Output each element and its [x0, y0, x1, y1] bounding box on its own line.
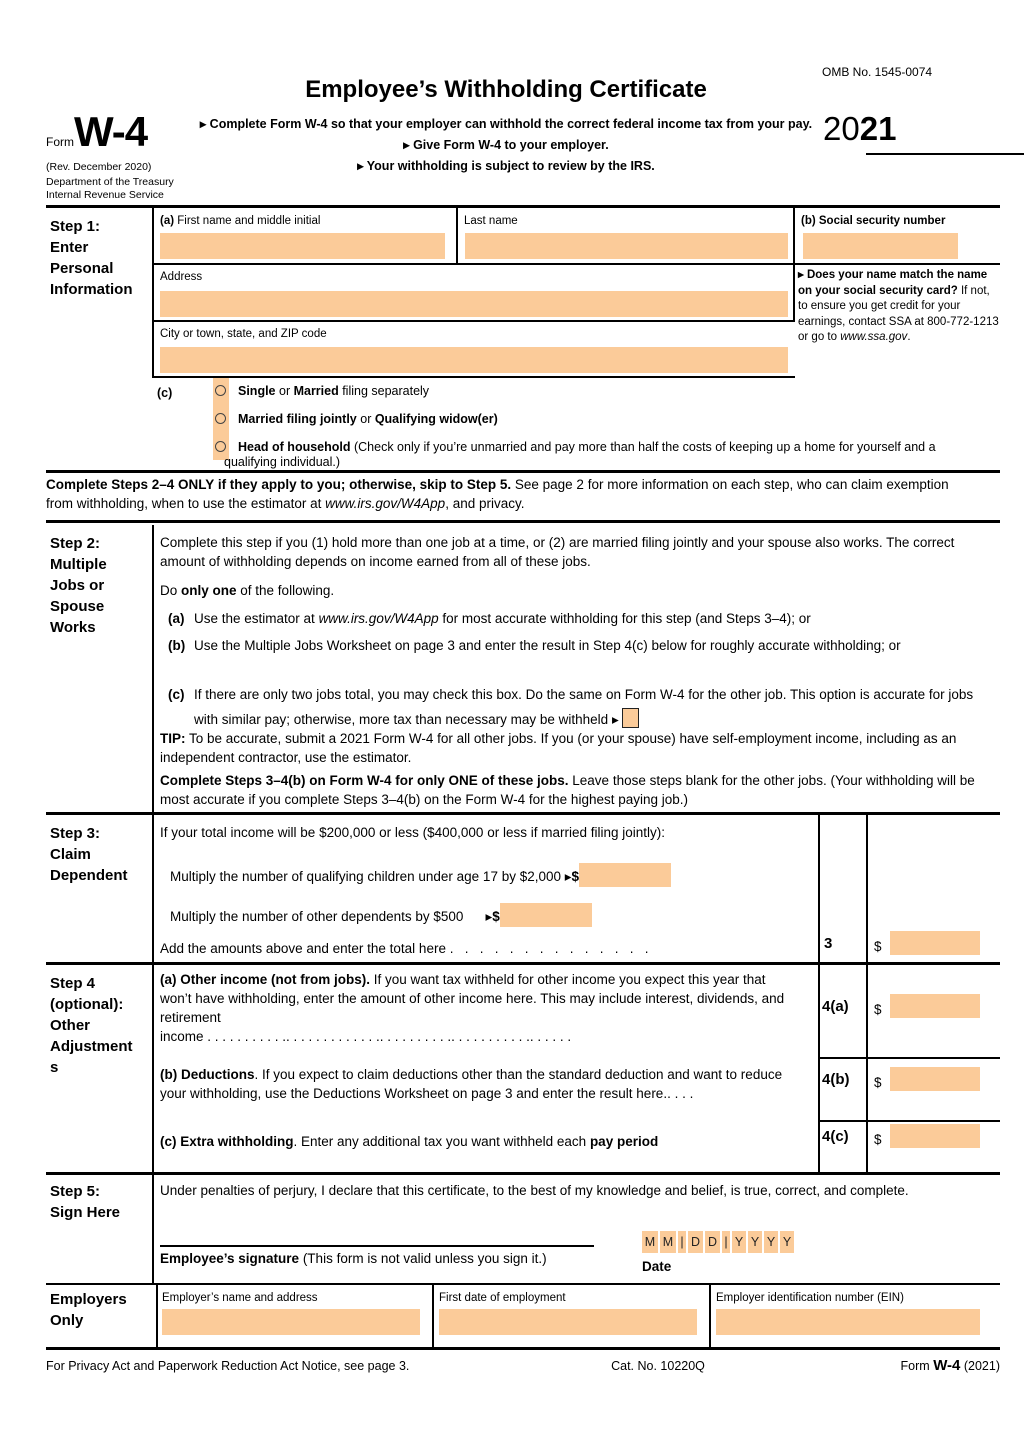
form-department: Department of the Treasury	[46, 176, 174, 188]
step4c-input[interactable]	[890, 1124, 980, 1148]
date-cell[interactable]: M	[642, 1231, 658, 1253]
step5-section	[46, 1175, 1000, 1283]
city-input[interactable]	[160, 347, 788, 373]
employers-only-label: Employers Only	[50, 1291, 127, 1329]
signature-label: Employee’s signature (This form is not valid unless you sign it.)	[160, 1251, 547, 1266]
divider	[456, 208, 458, 263]
divider	[152, 1175, 154, 1283]
privacy-notice: For Privacy Act and Paperwork Reduction Act Notice, see page 3.	[46, 1359, 410, 1373]
divider	[152, 320, 795, 322]
last-name-input[interactable]	[465, 233, 788, 259]
divider	[866, 153, 1024, 155]
step4a-currency: $	[874, 1002, 882, 1017]
divider	[152, 525, 154, 812]
date-input[interactable]	[642, 1231, 796, 1253]
step4b-input[interactable]	[890, 1067, 980, 1091]
steps-2-4-banner: Complete Steps 2–4 ONLY if they apply to you; otherwise, skip to Step 5. See page 2 for more information on each step, who can claim exemption from withholding, when to use the estimator at www.irs.gov/W4App, and privacy.	[46, 477, 949, 511]
page-title: Employee’s Withholding Certificate	[305, 76, 707, 103]
divider	[152, 208, 154, 376]
form-word: Form	[46, 135, 74, 149]
two-jobs-checkbox[interactable]	[622, 708, 639, 728]
step4c-text: (c) Extra withholding. Enter any additional tax you want withheld each pay period	[160, 1134, 659, 1149]
divider	[156, 1285, 158, 1347]
header-bullet-3: ▸ Your withholding is subject to review by the IRS.	[357, 159, 655, 173]
divider	[818, 1057, 1000, 1059]
date-label: Date	[642, 1259, 672, 1274]
form-number: W-4	[74, 108, 148, 155]
step4a-input[interactable]	[890, 994, 980, 1018]
divider	[818, 1120, 1000, 1122]
step2-item-c-text: If there are only two jobs total, you may check this box. Do the same on Form W-4 for the other job. This option is accurate for jobs with similar pay; otherwise, more tax than necessary may be withheld ▸	[194, 687, 974, 727]
date-separator: |	[722, 1231, 730, 1253]
date-cell[interactable]: D	[705, 1231, 720, 1253]
step2-intro: Complete this step if you (1) hold more than one job at a time, or (2) are married filing jointly and your spouse also works. The correct amount of withholding depends on income earned from all of these jobs.	[160, 535, 955, 569]
step4a-text: (a) Other income (not from jobs). If you want tax withheld for other income you expect this year that won’t have withholding, enter the amount of other income here. This may include interest, dividends, and retirement	[160, 972, 785, 1025]
step3-total-line: Add the amounts above and enter the total here . . . . . . . . . . . . . .	[160, 941, 649, 956]
divider	[46, 470, 1000, 473]
step3-total-input[interactable]	[890, 931, 980, 955]
step4a-dots: income . . . . . . . . . . .. . . . . . . . . . . . .. . . . . . . . . .. . . . . . . . . . .. . . . . .	[160, 1029, 572, 1044]
filing-option-hoh: Head of household (Check only if you’re unmarried and pay more than half the costs of keeping up a home for yourself and a qualifying individual.)	[224, 440, 936, 469]
divider	[866, 965, 868, 1172]
form-revision: (Rev. December 2020)	[46, 161, 152, 173]
arrow-icon: ▸	[199, 117, 207, 131]
divider	[709, 1285, 711, 1347]
step2-complete-note: Complete Steps 3–4(b) on Form W-4 for only ONE of these jobs. Leave those steps blank for the other jobs. (Your withholding will be most accurate if you complete Steps 3–4(b) on the Form W-4 for the highest paying job.)	[160, 773, 975, 807]
ssn-input[interactable]	[803, 233, 958, 259]
first-employment-date-input[interactable]	[439, 1309, 697, 1335]
arrow-icon: ▸	[564, 869, 572, 884]
divider	[818, 815, 820, 962]
step4-label: Step 4 (optional): Other Adjustment s	[50, 975, 133, 1076]
address-input[interactable]	[160, 291, 788, 317]
step2-do-only-one: Do only one of the following.	[160, 583, 335, 598]
radio-single[interactable]	[215, 385, 226, 396]
step2-item-b-text: Use the Multiple Jobs Worksheet on page 3 and enter the result in Step 4(c) below for roughly accurate withholding; or	[194, 638, 901, 653]
arrow-icon: ▸	[798, 269, 804, 281]
filing-status-label: (c)	[157, 386, 173, 400]
step4c-row-number: 4(c)	[822, 1128, 849, 1145]
date-separator: |	[678, 1231, 686, 1253]
step4b-currency: $	[874, 1075, 882, 1090]
step3-row-number: 3	[824, 935, 833, 952]
employer-name-label: Employer’s name and address	[162, 1292, 318, 1304]
date-cell[interactable]: M	[660, 1231, 676, 1253]
divider	[46, 520, 1000, 523]
qualifying-children-input[interactable]	[579, 863, 671, 887]
employer-name-input[interactable]	[162, 1309, 420, 1335]
header-bullet-1: ▸ Complete Form W-4 so that your employer can withhold the correct federal income tax from your pay.	[199, 117, 813, 131]
footer-form-id: Form W-4 (2021)	[900, 1357, 1000, 1374]
header-bullets	[156, 114, 856, 177]
header-bullet-2: ▸ Give Form W-4 to your employer.	[403, 138, 609, 152]
step1-section	[46, 208, 1000, 470]
divider	[818, 965, 820, 1172]
step3-intro: If your total income will be $200,000 or less ($400,000 or less if married filing jointly):	[160, 825, 665, 840]
step2-label: Step 2: Multiple Jobs or Spouse Works	[50, 535, 107, 636]
step2-item-a-text: Use the estimator at www.irs.gov/W4App for most accurate withholding for this step (and Steps 3–4); or	[194, 611, 811, 626]
step2-item-c: (c) If there are only two jobs total, you may check this box. Do the same on Form W-4 for the other job. This option is accurate for jobs with similar pay; otherwise, more tax than necessary may be withheld ▸	[168, 682, 1000, 732]
step4-section	[46, 965, 1000, 1172]
step5-declaration: Under penalties of perjury, I declare that this certificate, to the best of my knowledge and belief, is true, correct, and complete.	[160, 1183, 909, 1198]
divider	[152, 965, 154, 1172]
address-label: Address	[160, 271, 203, 283]
date-cell[interactable]: Y	[732, 1231, 746, 1253]
omb-number: OMB No. 1545-0074	[822, 65, 933, 79]
date-cell[interactable]: Y	[780, 1231, 794, 1253]
city-label: City or town, state, and ZIP code	[160, 328, 327, 340]
divider	[152, 815, 154, 962]
step1-label: Step 1: Enter Personal Information	[50, 218, 133, 298]
arrow-icon: ▸	[485, 909, 493, 924]
divider	[432, 1285, 434, 1347]
step4b-text: (b) Deductions. If you expect to claim deductions other than the standard deduction and want to reduce your withholding, use the Deductions Worksheet on page 3 and enter the result here.. . . .	[160, 1067, 783, 1101]
step2-tip: TIP: To be accurate, submit a 2021 Form W-4 for all other jobs. If you (or your spouse) have self-employment income, including as an independent contractor, use the estimator.	[160, 731, 957, 765]
radio-married-jointly[interactable]	[215, 413, 226, 424]
form-number-block	[46, 108, 147, 156]
tax-year: 2021	[823, 110, 897, 147]
date-cell[interactable]: Y	[748, 1231, 762, 1253]
signature-line[interactable]	[160, 1215, 594, 1247]
ein-input[interactable]	[716, 1309, 980, 1335]
last-name-label: Last name	[464, 215, 518, 227]
page-footer	[46, 1355, 1000, 1385]
first-name-input[interactable]	[160, 233, 445, 259]
divider	[46, 1347, 1000, 1350]
step2-item-b: (b) Use the Multiple Jobs Worksheet on page 3 and enter the result in Step 4(c) below for roughly accurate withholding; or	[168, 635, 998, 657]
step3-label: Step 3: Claim Dependent	[50, 825, 128, 884]
step3-children-line: Multiply the number of qualifying children under age 17 by $2,000 ▸$	[170, 863, 820, 887]
first-name-label: (a) First name and middle initial	[160, 215, 321, 227]
arrow-icon: ▸	[357, 159, 364, 173]
step2-item-a: (a) Use the estimator at www.irs.gov/W4App for most accurate withholding for this step (and Steps 3–4); or	[168, 611, 811, 626]
step5-label: Step 5: Sign Here	[50, 1183, 121, 1221]
filing-option-married: Married filing jointly or Qualifying widow(er)	[238, 412, 498, 426]
employers-only-section	[46, 1285, 1000, 1347]
catalog-number: Cat. No. 10220Q	[611, 1359, 705, 1373]
step3-section	[46, 815, 1000, 962]
step4b-row-number: 4(b)	[822, 1071, 850, 1088]
divider	[866, 815, 868, 962]
divider	[152, 263, 1000, 265]
ein-label: Employer identification number (EIN)	[716, 1292, 904, 1304]
date-cell[interactable]: D	[688, 1231, 703, 1253]
other-dependents-input[interactable]	[500, 903, 592, 927]
step3-currency: $	[874, 939, 882, 954]
form-agency: Internal Revenue Service	[46, 189, 164, 201]
ssn-label: (b) Social security number	[801, 215, 946, 227]
arrow-icon: ▸	[611, 712, 619, 727]
step3-dependents-line: Multiply the number of other dependents by $500 ▸$	[170, 903, 820, 927]
ssa-name-note: ▸ Does your name match the name on your social security card? If not, to ensure you get credit for your earnings, contact SSA at 800-772-1213 or go to www.ssa.gov.	[798, 269, 999, 343]
date-cell[interactable]: Y	[764, 1231, 778, 1253]
divider	[152, 376, 795, 378]
form-header	[46, 46, 1000, 205]
step4a-row-number: 4(a)	[822, 998, 849, 1015]
filing-option-single: Single or Married filing separately	[238, 384, 430, 398]
first-employment-date-label: First date of employment	[439, 1292, 566, 1304]
arrow-icon: ▸	[403, 138, 410, 152]
step4c-currency: $	[874, 1132, 882, 1147]
step2-section	[46, 525, 1000, 812]
